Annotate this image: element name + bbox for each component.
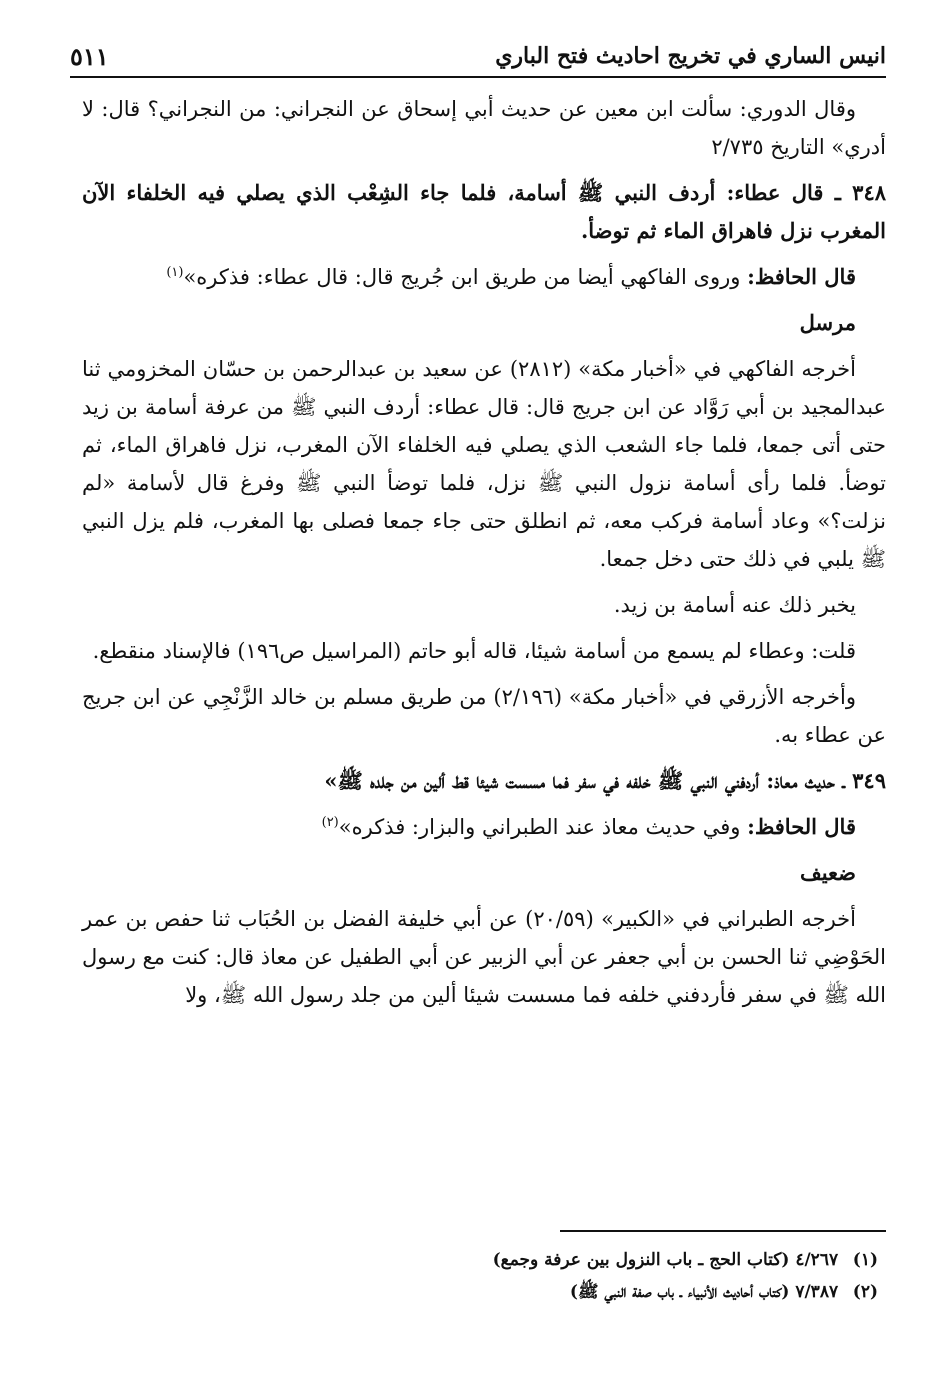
footnotes [90,1244,878,1308]
paragraph-tabarani: أخرجه الطبراني في «الكبير» (٢٠/٥٩) عن أبي خليفة الفضل بن الحُبَاب ثنا حفص بن عمر الحَوْضِي ثنا الحسن بن أبي جعفر عن أبي الزبير عن أبي الطفيل عن معاذ قال: كنت مع رسول الله ﷺ في سفر فأردفني خلفه فما مسست شيئا ألين من جلد رسول الله ﷺ، ولا [82,907,886,1007]
hafiz-label-2: قال الحافظ: [747,814,856,839]
footnote-2 [90,1276,878,1308]
hafiz-text-2: وفي حديث معاذ عند الطبراني والبزار: فذكره» [338,815,741,839]
footnote-2-text: ٧/٣٨٧ (كتاب أحاديث الأنبياء ـ باب صفة النبي ﷺ) [569,1282,839,1302]
hadith-348 [82,174,886,250]
hafiz-note-2 [82,808,886,846]
running-header [70,36,886,76]
hadith-348-text: قال عطاء: أردف النبي ﷺ أسامة، فلما جاء الشِعْب الذي يصلي فيه الخلفاء الآن المغرب نزل فاهراق الماء ثم توضأ. [82,180,886,243]
running-title: انيس الساري في تخريج احاديث فتح الباري [495,43,886,69]
footnote-separator [560,1230,886,1232]
footnote-2-number: (٢) [852,1282,878,1302]
footnote-ref-2: (٢) [321,815,339,830]
hafiz-label-1: قال الحافظ: [747,264,856,289]
paragraph-usama: يخبر ذلك عنه أسامة بن زيد. [613,593,856,617]
paragraph-duri: وقال الدوري: سألت ابن معين عن حديث أبي إسحاق عن النجراني: من النجراني؟ قال: لا أدري» التاريخ ٢/٧٣٥ [82,97,886,159]
paragraph-azraqi: وأخرجه الأزرقي في «أخبار مكة» (٢/١٩٦) من طريق مسلم بن خالد الزَّنْجِي عن ابن جريج عن عطاء به. [82,685,886,747]
grade-daif: ضعيف [799,860,856,885]
footnote-ref-1: (١) [166,265,184,280]
paragraph-qultu: قلت: وعطاء لم يسمع من أسامة شيئا، قاله أبو حاتم (المراسيل ص١٩٦) فالإسناد منقطع. [92,639,856,663]
footnote-1 [90,1244,878,1276]
footnote-1-number: (١) [852,1250,878,1270]
main-text [82,90,886,1022]
hadith-349 [82,762,886,800]
header-rule [70,76,886,78]
grade-mursal: مرسل [799,310,856,335]
hadith-349-text: حديث معاذ: أردفني النبي ﷺ خلفه في سفر فما مسست شيئا قط ألين من جلده ﷺ» [324,768,835,793]
hafiz-text-1: وروى الفاكهي أيضا من طريق ابن جُريج قال: قال عطاء: فذكره» [183,265,741,289]
hadith-348-number: ٣٤٨ ـ [834,180,887,205]
hafiz-note-1 [82,258,886,296]
footnote-1-text: ٤/٢٦٧ (كتاب الحج ـ باب النزول بين عرفة وجمع) [492,1250,839,1270]
paragraph-fakihi: أخرجه الفاكهي في «أخبار مكة» (٢٨١٢) عن سعيد بن عبدالرحمن بن حسّان المخزومي ثنا عبدالمجيد بن أبي رَوَّاد عن ابن جريج قال: قال عطاء: أردف النبي ﷺ من عرفة أسامة بن زيد حتى أتى جمعا، فلما جاء الشعب الذي يصلي فيه الخلفاء الآن المغرب، نزل فاهراق الماء، ثم توضأ. فلما رأى أسامة نزول النبي ﷺ نزل، فلما توضأ النبي ﷺ وفرغ قال لأسامة «لم نزلت؟» وعاد أسامة فركب معه، ثم انطلق حتى جاء جمعا فصلى بها المغرب، فلم يزل النبي ﷺ يلبي في ذلك حتى دخل جمعا. [82,357,886,571]
hadith-349-number: ٣٤٩ ـ [842,768,886,793]
page-number: ٥١١ [70,41,109,71]
